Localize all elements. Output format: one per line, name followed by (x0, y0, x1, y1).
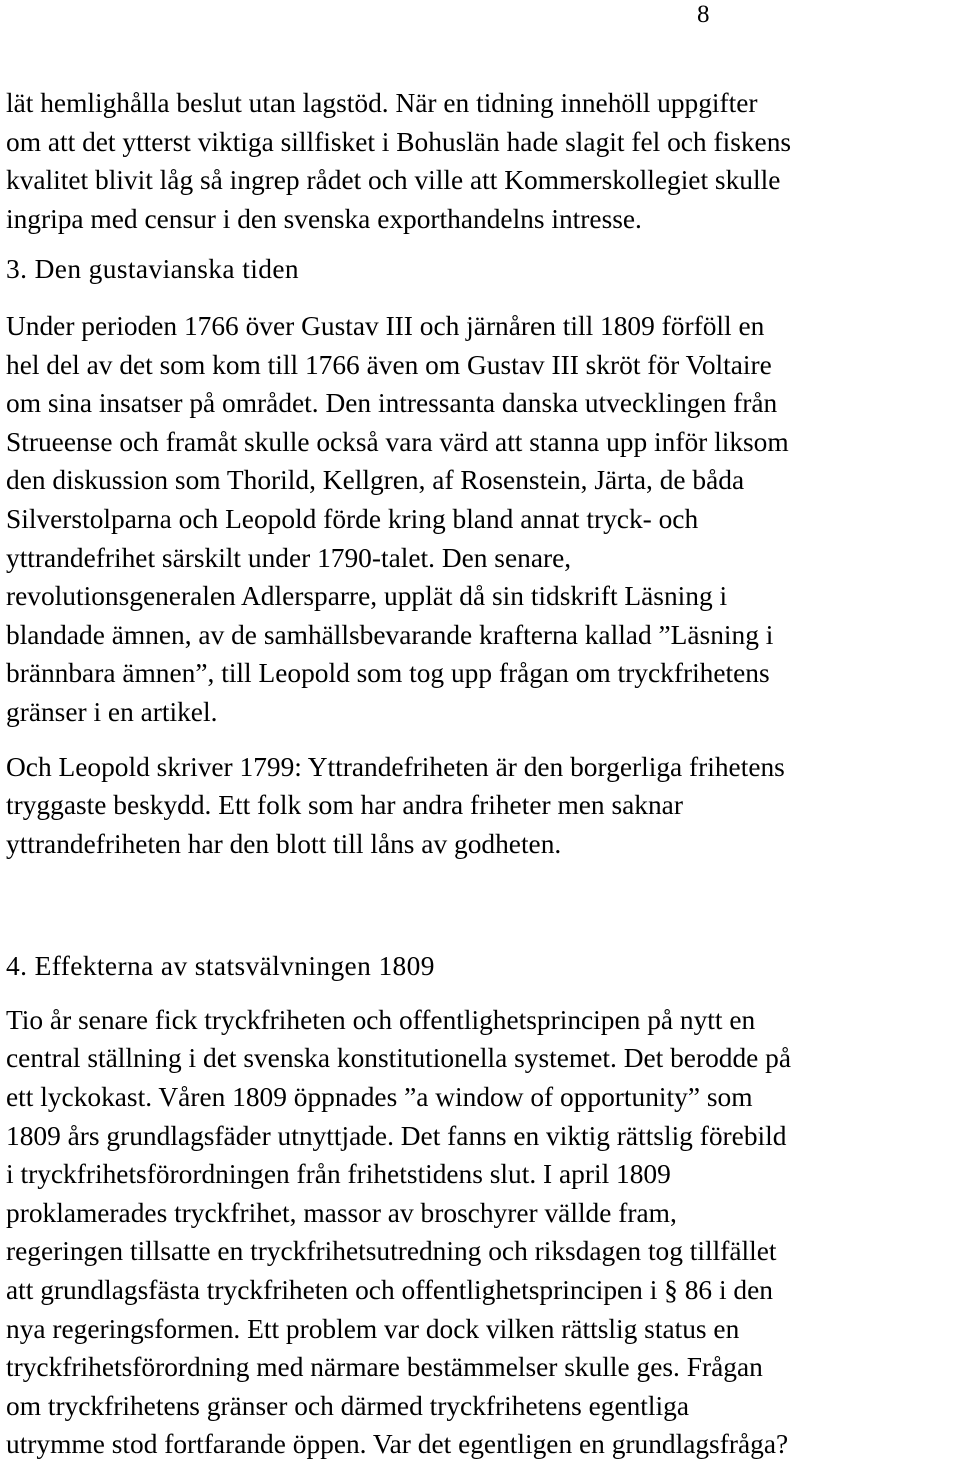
text-line: Tio år senare fick tryckfriheten och offentlighetsprincipen på nytt en (6, 1004, 756, 1035)
text-line: revolutionsgeneralen Adlersparre, upplät då sin tidskrift Läsning i (6, 581, 728, 612)
text-line: yttrandefrihet särskilt under 1790-talet. Den senare, (6, 542, 572, 573)
text-line: regeringen tillsatte en tryckfrihetsutredning och riksdagen tog tillfället (6, 1236, 777, 1267)
text-line: proklamerades tryckfrihet, massor av broschyrer vällde fram, (6, 1197, 677, 1228)
text-line: brännbara ämnen”, till Leopold som tog upp frågan om tryckfrihetens (6, 658, 770, 689)
text-line: om att det ytterst viktiga sillfisket i Bohuslän hade slagit fel och fiskens (6, 126, 792, 157)
text-line: yttrandefriheten har den blott till låns av godheten. (6, 828, 562, 859)
text-line: den diskussion som Thorild, Kellgren, af Rosenstein, Järta, de båda (6, 465, 745, 496)
paragraph-4 (6, 1001, 956, 1464)
text-line: om tryckfrihetens gränser och därmed tryckfrihetens egentliga (6, 1390, 689, 1421)
section-heading-3 (6, 250, 956, 289)
text-line: blandade ämnen, av de samhällsbevarande krafterna kallad ”Läsning i (6, 619, 774, 650)
text-line: hel del av det som kom till 1766 även om Gustav III skröt för Voltaire (6, 349, 772, 380)
text-line: Och Leopold skriver 1799: Yttrandefriheten är den borgerliga frihetens (6, 751, 785, 782)
text-line: gränser i en artikel. (6, 696, 218, 727)
text-line: att grundlagsfästa tryckfriheten och offentlighetsprincipen i § 86 i den (6, 1275, 773, 1306)
text-line: tryggaste beskydd. Ett folk som har andra friheter men saknar (6, 790, 683, 821)
heading-text: 4. Effekterna av statsvälvningen 1809 (6, 951, 435, 982)
text-line: lät hemlighålla beslut utan lagstöd. När en tidning innehöll uppgifter (6, 88, 758, 118)
text-line: ingripa med censur i den svenska exporthandelns intresse. (6, 203, 642, 234)
text-line: kvalitet blivit låg så ingrep rådet och ville att Kommerskollegiet skulle (6, 165, 781, 196)
document-body (6, 84, 956, 1464)
paragraph-intro (6, 84, 956, 238)
heading-text: 3. Den gustavianska tiden (6, 254, 299, 285)
paragraph-3b (6, 748, 956, 864)
text-line: central ställning i det svenska konstitutionella systemet. Det berodde på (6, 1043, 792, 1074)
text-line: Under perioden 1766 över Gustav III och järnåren till 1809 förföll en (6, 310, 765, 341)
text-line: utrymme stod fortfarande öppen. Var det egentligen en grundlagsfråga? (6, 1429, 789, 1460)
text-line: i tryckfrihetsförordningen från frihetstidens slut. I april 1809 (6, 1159, 671, 1190)
text-line: tryckfrihetsförordning med närmare bestämmelser skulle ges. Frågan (6, 1352, 763, 1383)
section-heading-4 (6, 947, 956, 986)
text-line: 1809 års grundlagsfäder utnyttjade. Det fanns en viktig rättslig förebild (6, 1120, 787, 1151)
text-line: nya regeringsformen. Ett problem var dock vilken rättslig status en (6, 1313, 740, 1344)
page-number: 8 (697, 1, 710, 28)
paragraph-3a (6, 307, 956, 732)
text-line: Silverstolparna och Leopold förde kring bland annat tryck- och (6, 503, 699, 534)
text-line: ett lyckokast. Våren 1809 öppnades ”a window of opportunity” som (6, 1082, 753, 1113)
text-line: Strueense och framåt skulle också vara värd att stanna upp inför liksom (6, 426, 789, 457)
text-line: om sina insatser på området. Den intressanta danska utvecklingen från (6, 388, 778, 419)
